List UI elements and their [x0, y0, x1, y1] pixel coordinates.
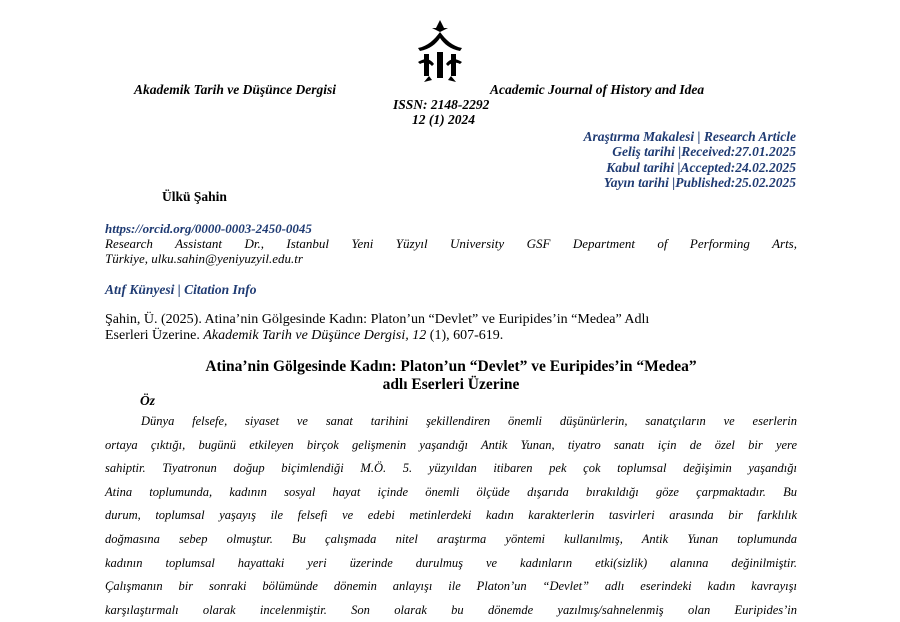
author-name: Ülkü Şahin — [162, 189, 227, 204]
abstract-line: Dünya felsefe, siyaset ve sanat tarihini şekillendiren önemli düşünürlerin, sanatçıların ve eserlerin — [141, 414, 797, 428]
abstract-line: Atina toplumunda, kadının sosyal hayat içinde önemli ölçüde dışarıda bırakıldığı göze çarpmaktadır. Bu — [105, 484, 797, 499]
accepted-date: Kabul tarihi |Accepted:24.02.2025 — [606, 160, 796, 175]
citation-journal: Akademik Tarih ve Düşünce Dergisi, 12 — [203, 328, 427, 343]
citation-plain: Eserleri Üzerine. — [105, 328, 200, 343]
article-title-line-1: Atina’nin Gölgesinde Kadın: Platon’un “Devlet” ve Euripides’in “Medea” — [205, 358, 697, 375]
abstract-line: doğmasına sebep olmuştur. Bu çalışmada nitel araştırma yöntemi kullanılmış, Antik Yunan toplumunda — [105, 531, 797, 546]
orcid-link[interactable]: https://orcid.org/0000-0003-2450-0045 — [105, 221, 312, 236]
published-date: Yayın tarihi |Published:25.02.2025 — [603, 175, 796, 190]
abstract-line: Çalışmanın bir sonraki bölümünde dönemin anlayışı ile Platon’un “Devlet” adlı eserindeki kadın kavrayışı — [105, 579, 797, 594]
abstract-line: durum, toplumsal yaşayış ile felsefi ve edebi metinlerdeki kadın karakterlerin tasvirleri arasında bir farklılık — [105, 508, 797, 523]
issn: ISSN: 2148-2292 — [393, 97, 490, 112]
citation-line-1: Şahin, Ü. (2025). Atina’nin Gölgesinde Kadın: Platon’un “Devlet” ve Euripides’in “Medea” Adlı — [105, 312, 650, 327]
abstract-heading: Öz — [140, 393, 156, 408]
abstract-line: karşılaştırmalı olarak incelenmiştir. Son olarak bu dönemde yazılmış/sahnelenmiş olan Euripides’in — [105, 602, 797, 617]
journal-title-en: Academic Journal of History and Idea — [490, 82, 705, 97]
abstract-body — [105, 410, 797, 622]
citation-heading: Atıf Künyesi | Citation Info — [105, 282, 257, 297]
article-title-line-2: adlı Eserleri Üzerine — [382, 376, 520, 393]
abstract-line: kadının toplumsal hayattaki yeri üzerinde durulmuş ve kadınların etki(sizlik) alanına değinilmiştir. — [105, 555, 797, 570]
received-date: Geliş tarihi |Received:27.01.2025 — [612, 144, 796, 159]
journal-title-tr: Akademik Tarih ve Düşünce Dergisi — [134, 82, 337, 97]
volume-issue: 12 (1) 2024 — [412, 112, 475, 127]
affiliation-line-1: Research Assistant Dr., Istanbul Yeni Yüzyıl University GSF Department of Performing Arts, — [105, 236, 797, 251]
journal-logo-icon — [404, 18, 476, 90]
abstract-line: ortaya çıktığı, bugünü etkileyen birçok gelişmenin yaşandığı Antik Yunan, tiyatro sanatı için de özel bir yere — [105, 437, 797, 452]
abstract-line: sahiptir. Tiyatronun doğup biçimlendiği M.Ö. 5. yüzyıldan itibaren pek çok toplumsal değişimin yaşandığı — [105, 461, 797, 476]
article-type: Araştırma Makalesi | Research Article — [583, 129, 796, 144]
citation-line-2 — [105, 328, 503, 344]
citation-rest: (1), 607-619. — [429, 328, 504, 343]
affiliation-line-2: Türkiye, ulku.sahin@yeniyuzyil.edu.tr — [105, 251, 303, 266]
